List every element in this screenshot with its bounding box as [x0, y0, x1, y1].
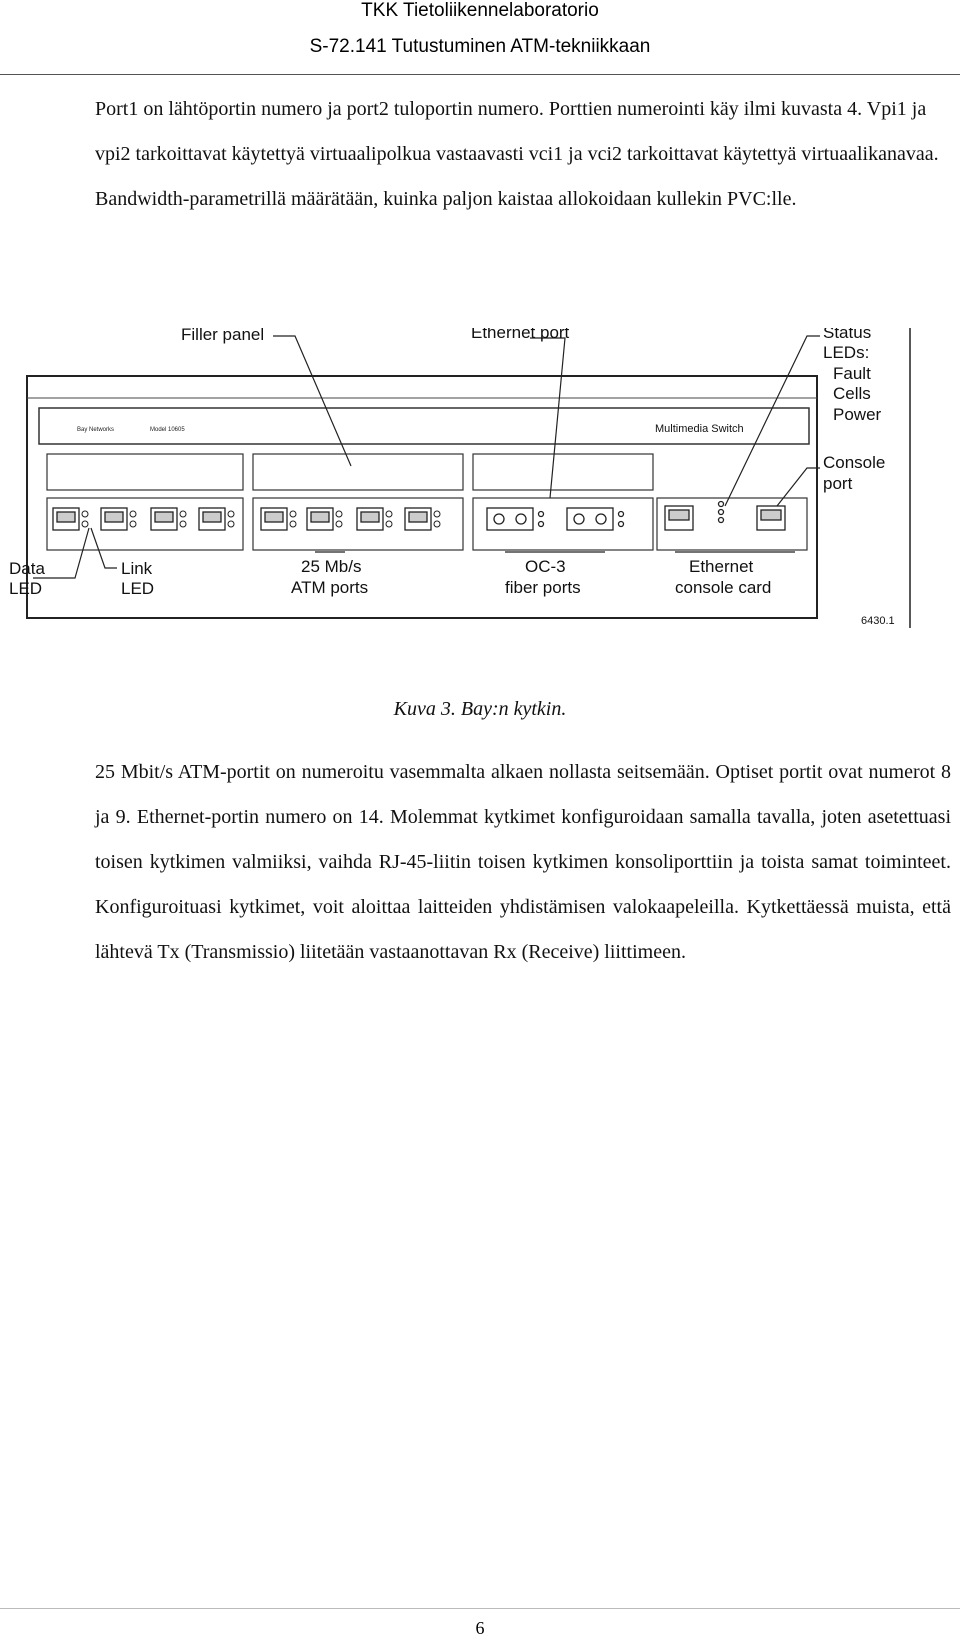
header-divider — [0, 74, 960, 75]
switch-figure — [5, 328, 955, 656]
label-atm-1: 25 Mb/s — [301, 557, 362, 576]
label-filler-panel: Filler panel — [181, 328, 265, 344]
switch-diagram — [5, 328, 955, 656]
label-console-1: Console — [823, 453, 886, 472]
label-oc3-1: OC-3 — [525, 557, 566, 576]
model-label: Model 10605 — [150, 427, 185, 433]
label-status-3: Fault — [833, 364, 871, 383]
label-status-1: Status — [823, 328, 872, 342]
footer-divider — [0, 1608, 960, 1609]
brand-label: Bay Networks — [77, 427, 115, 433]
ethernet-port-callout — [530, 338, 565, 498]
label-link-1: Link — [121, 559, 153, 578]
label-ethernet-card-1: Ethernet — [689, 557, 754, 576]
label-status-4: Cells — [833, 384, 871, 403]
filler-panel-callout — [273, 336, 351, 466]
label-data-1: Data — [9, 559, 45, 578]
switch-name-label: Multimedia Switch — [655, 423, 744, 435]
label-link-2: LED — [121, 579, 155, 598]
atm-module-1 — [47, 498, 243, 550]
label-ethernet-card-2: console card — [675, 578, 772, 597]
label-status-5: Power — [833, 405, 882, 424]
label-ethernet-port: Ethernet port — [471, 328, 570, 342]
figure-caption: Kuva 3. Bay:n kytkin. — [393, 698, 567, 720]
paragraph-intro: Port1 on lähtöportin numero ja port2 tuloportin numero. Porttien numerointi käy ilmi kuvasta 4. Vpi1 ja vpi2 tarkoittavat käytettyä virtuaalipolkua vastaavasti vci1 ja vci2 tarkoittavat käytettyä virtuaalikanavaa. Bandwidth-parametrillä määrätään, kuinka paljon kaistaa allokoidaan kullekin PVC:lle. — [95, 98, 939, 210]
filler-panel — [253, 454, 463, 490]
label-oc3-2: fiber ports — [505, 578, 581, 597]
paragraph-ports: 25 Mbit/s ATM-portit on numeroitu vasemmalta alkaen nollasta seitsemään. Optiset portit ovat numerot 8 ja 9. Ethernet-portin numero on 14. Molemmat kytkimet konfiguroidaan samalla tavalla, joten asetettuasi toisen kytkimen valmiiksi, vaihda RJ-45-liitin toisen kytkimen konsoliporttiin ja toista samat toiminteet. Konfiguroituasi kytkimet, voit aloittaa laitteiden yhdistämisen valokaapeleilla. Kytkettäessä muista, että lähtevä Tx (Transmissio) liitetään vastaanottavan Rx (Receive) liittimeen. — [95, 761, 951, 963]
figure-id: 6430.1 — [861, 615, 895, 627]
label-status-2: LEDs: — [823, 343, 870, 362]
status-leds-callout — [725, 336, 820, 506]
label-console-2: port — [823, 474, 853, 493]
label-atm-2: ATM ports — [291, 578, 369, 597]
header-institution: TKK Tietoliikennelaboratorio — [361, 0, 599, 21]
page-number: 6 — [475, 1618, 485, 1638]
label-data-2: LED — [9, 579, 43, 598]
header-course: S-72.141 Tutustuminen ATM-tekniikkaan — [309, 36, 651, 57]
